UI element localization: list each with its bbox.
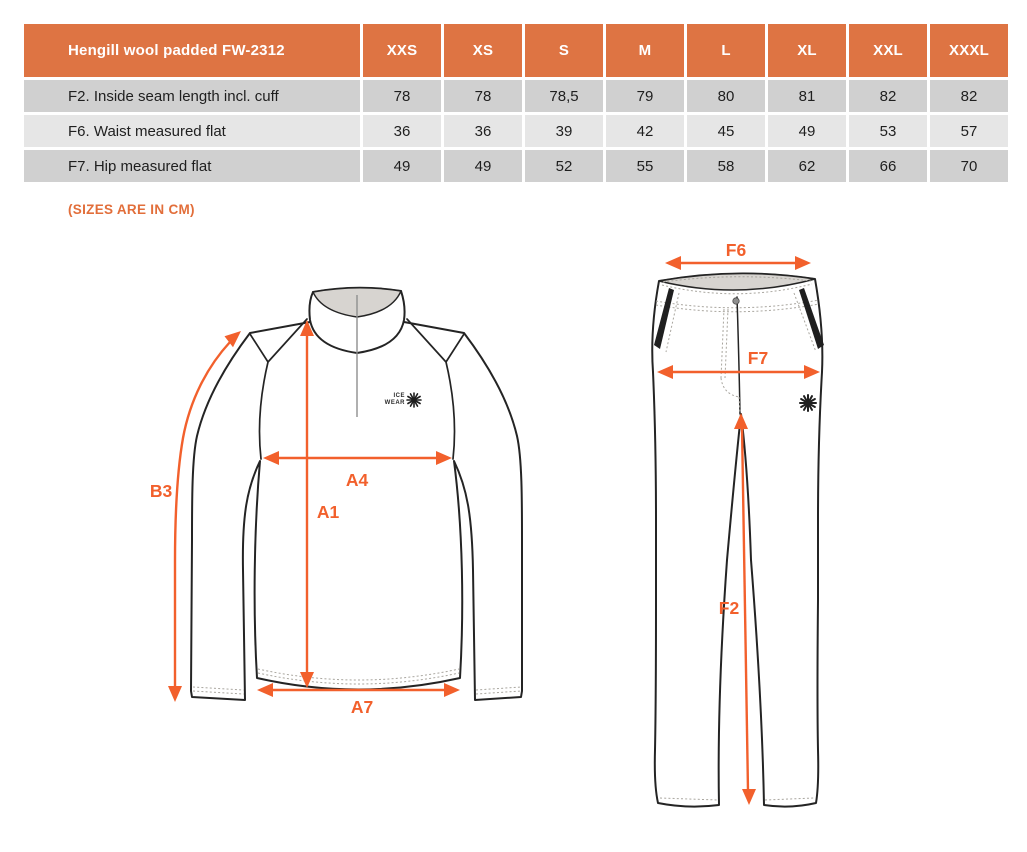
measure-label-a1: A1 bbox=[316, 502, 340, 522]
table-cell: 62 bbox=[768, 150, 846, 182]
pants-button bbox=[733, 298, 739, 304]
table-size-header: L bbox=[687, 24, 765, 77]
sweater-diagram bbox=[150, 288, 522, 717]
table-size-header: XS bbox=[444, 24, 522, 77]
units-note: (SIZES ARE IN CM) bbox=[68, 202, 195, 217]
table-cell: 57 bbox=[930, 115, 1008, 147]
measure-label-a7: A7 bbox=[350, 697, 374, 717]
size-table bbox=[24, 24, 1008, 182]
table-cell: 55 bbox=[606, 150, 684, 182]
table-cell: 53 bbox=[849, 115, 927, 147]
table-cell: 49 bbox=[444, 150, 522, 182]
table-cell: 36 bbox=[363, 115, 441, 147]
table-size-header: XXXL bbox=[930, 24, 1008, 77]
table-cell: 52 bbox=[525, 150, 603, 182]
table-cell: 79 bbox=[606, 80, 684, 112]
table-cell: 58 bbox=[687, 150, 765, 182]
table-cell: 45 bbox=[687, 115, 765, 147]
pants-diagram bbox=[652, 240, 824, 807]
table-row-label: F6. Waist measured flat bbox=[24, 115, 360, 147]
table-cell: 80 bbox=[687, 80, 765, 112]
logo-text-line1: ICE bbox=[393, 393, 405, 399]
table-row-label: F7. Hip measured flat bbox=[24, 150, 360, 182]
table-cell: 82 bbox=[930, 80, 1008, 112]
table-cell: 49 bbox=[363, 150, 441, 182]
table-cell: 78,5 bbox=[525, 80, 603, 112]
table-product-header: Hengill wool padded FW-2312 bbox=[24, 24, 360, 77]
measure-label-f7: F7 bbox=[747, 348, 769, 368]
table-cell: 42 bbox=[606, 115, 684, 147]
pants-silhouette bbox=[652, 273, 822, 806]
table-size-header: S bbox=[525, 24, 603, 77]
table-size-header: M bbox=[606, 24, 684, 77]
table-cell: 70 bbox=[930, 150, 1008, 182]
logo-text-line2: WEAR bbox=[384, 400, 405, 406]
table-cell: 82 bbox=[849, 80, 927, 112]
measure-label-f2: F2 bbox=[718, 598, 740, 618]
table-cell: 78 bbox=[363, 80, 441, 112]
measure-label-b3: B3 bbox=[149, 481, 173, 501]
table-size-header: XXL bbox=[849, 24, 927, 77]
measure-label-a4: A4 bbox=[345, 470, 369, 490]
table-size-header: XL bbox=[768, 24, 846, 77]
table-cell: 66 bbox=[849, 150, 927, 182]
table-cell: 49 bbox=[768, 115, 846, 147]
measure-label-f6: F6 bbox=[725, 240, 747, 260]
table-cell: 36 bbox=[444, 115, 522, 147]
garment-diagrams bbox=[0, 230, 1027, 852]
table-size-header: XXS bbox=[363, 24, 441, 77]
table-row-label: F2. Inside seam length incl. cuff bbox=[24, 80, 360, 112]
table-cell: 39 bbox=[525, 115, 603, 147]
table-cell: 78 bbox=[444, 80, 522, 112]
table-cell: 81 bbox=[768, 80, 846, 112]
